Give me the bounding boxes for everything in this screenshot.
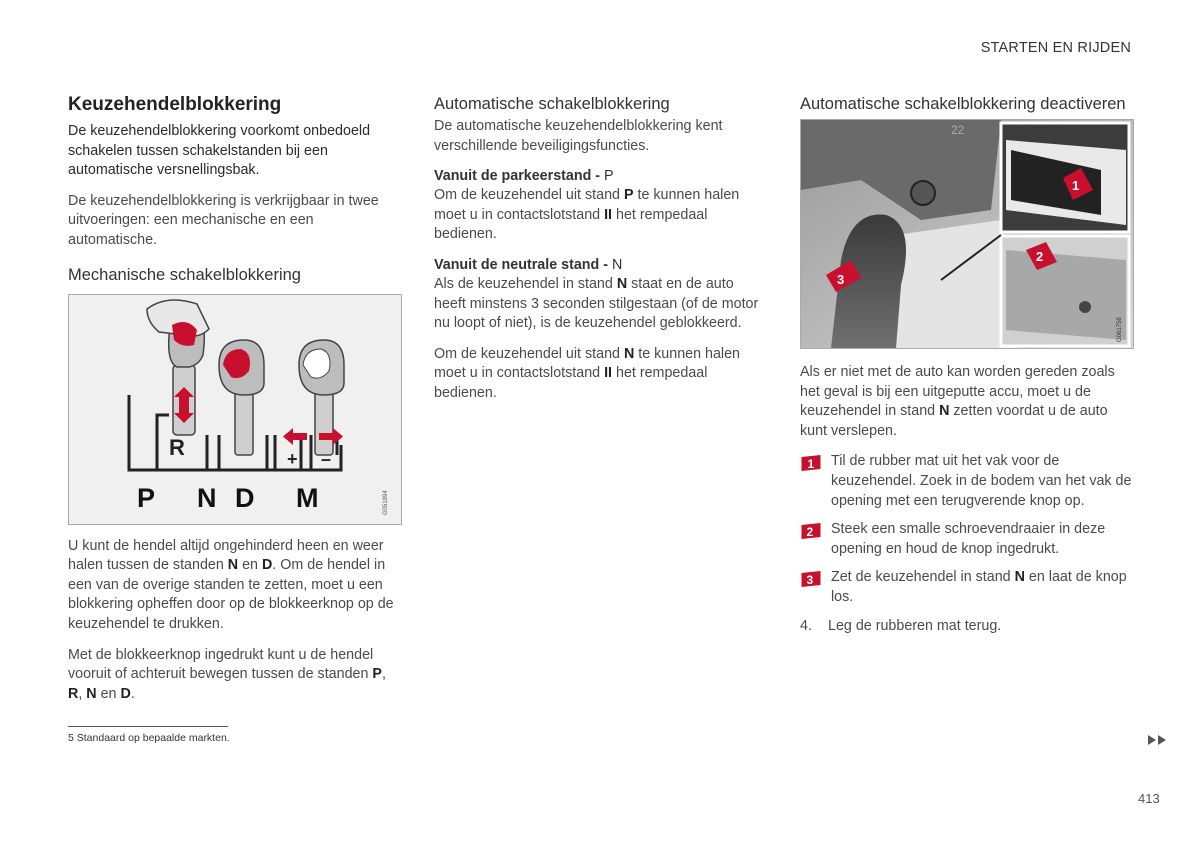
gate-letter-p: P bbox=[137, 482, 156, 513]
lead-paragraph: De keuzehendelblokkering voorkomt onbedoeld schakelen tussen schakelstanden bij een automatische versnellingsbak. bbox=[68, 123, 371, 179]
svg-text:2: 2 bbox=[806, 525, 814, 540]
park-paragraph: Om de keuzehendel uit stand P te kunnen halen moet u in contactslotstand II het rempedaal bedienen. bbox=[434, 187, 740, 243]
display-digits: 22 bbox=[951, 123, 965, 137]
gate-letter-n: N bbox=[197, 482, 217, 513]
rotary-knob bbox=[911, 181, 935, 205]
gate-letter-d: D bbox=[235, 482, 255, 513]
double-chevron-right-icon[interactable] bbox=[1148, 734, 1168, 746]
left-arrow-icon bbox=[283, 428, 307, 445]
page-title: Keuzehendelblokkering bbox=[68, 94, 282, 115]
minus-label: – bbox=[321, 448, 332, 469]
step-3-text: Zet de keuzehendel in stand N en laat de knop los. bbox=[831, 569, 1127, 605]
gate-letter-r: R bbox=[169, 434, 185, 460]
mechanical-shift-lock-illustration bbox=[68, 294, 402, 525]
step-2-badge-icon bbox=[800, 523, 822, 539]
body-paragraph-1: U kunt de hendel altijd ongehinderd heen en weer halen tussen de standen N en D. Om de hendel in een van de overige standen te zetten, moet u een blokkering opheffen door op de blokkeerknop op de keuzehendel te drukken. bbox=[68, 537, 394, 632]
plus-label: + bbox=[287, 448, 298, 469]
automatic-intro: De automatische keuzehendelblokkering kent verschillende beveiligingsfuncties. bbox=[434, 118, 723, 154]
svg-text:1: 1 bbox=[807, 457, 815, 472]
step-1 bbox=[800, 452, 1134, 511]
step-4-number: 4. bbox=[800, 617, 812, 634]
step-2-text: Steek een smalle schroevendraaier in deze opening en houd de knop ingedrukt. bbox=[831, 521, 1106, 557]
svg-text:3: 3 bbox=[837, 272, 845, 287]
footnote-divider bbox=[68, 726, 228, 727]
page-number: 413 bbox=[1138, 791, 1160, 806]
step-1-text: Til de rubber mat uit het vak voor de keuzehendel. Zoek in de bodem van het vak de opening met een terugverende knop op. bbox=[831, 453, 1132, 509]
park-heading: Vanuit de parkeerstand - P bbox=[434, 168, 614, 185]
svg-text:2: 2 bbox=[1036, 249, 1044, 264]
figure-code-2: G061758 bbox=[1117, 317, 1123, 342]
release-button bbox=[1079, 301, 1091, 313]
step-3 bbox=[800, 568, 1134, 607]
mechanical-lock-heading: Mechanische schakelblokkering bbox=[68, 265, 301, 284]
deactivate-intro: Als er niet met de auto kan worden gereden zoals het geval is bij een uitgeputte accu, moet u de keuzehendel in stand N zetten voordat u de auto kunt verslepen. bbox=[800, 364, 1115, 439]
column-2 bbox=[434, 94, 768, 415]
figure-code: G051994 bbox=[383, 489, 389, 515]
neutral-heading: Vanuit de neutrale stand - N bbox=[434, 256, 623, 273]
column-1 bbox=[68, 94, 402, 715]
intro-paragraph: De keuzehendelblokkering is verkrijgbaar in twee uitvoeringen: een mechanische en een automatische. bbox=[68, 192, 379, 248]
console-photo-illustration bbox=[800, 119, 1134, 349]
step-2 bbox=[800, 520, 1134, 559]
gear-lever-diagram bbox=[69, 295, 401, 524]
footnote: 5 Standaard op bepaalde markten. bbox=[68, 732, 230, 744]
step-4-text: Leg de rubberen mat terug. bbox=[828, 617, 1002, 634]
gate-letter-m: M bbox=[296, 482, 319, 513]
center-console-diagram bbox=[801, 120, 1133, 348]
section-title: STARTEN EN RIJDEN bbox=[980, 40, 1131, 56]
step-3-badge-icon bbox=[800, 571, 822, 587]
body-paragraph-2: Met de blokkeerknop ingedrukt kunt u de hendel vooruit of achteruit bewegen tussen de standen P, R, N en D. bbox=[68, 646, 386, 702]
neutral-paragraph-2: Om de keuzehendel uit stand N te kunnen halen moet u in contactslotstand II het rempedaal bedienen. bbox=[434, 345, 741, 401]
svg-text:1: 1 bbox=[1072, 178, 1080, 193]
step-1-badge-icon bbox=[800, 455, 822, 471]
neutral-paragraph-1: Als de keuzehendel in stand N staat en de auto heeft minstens 3 seconden stilgestaan (of de motor nu loopt of niet), is de keuzehendel geblokkeerd. bbox=[434, 275, 759, 332]
step-4 bbox=[800, 617, 1134, 637]
inset-2-tray bbox=[1006, 250, 1126, 340]
automatic-lock-heading: Automatische schakelblokkering bbox=[434, 95, 670, 113]
svg-text:3: 3 bbox=[806, 573, 814, 588]
column-3 bbox=[800, 94, 1134, 645]
deactivate-heading: Automatische schakelblokkering deactiveren bbox=[800, 95, 1126, 113]
